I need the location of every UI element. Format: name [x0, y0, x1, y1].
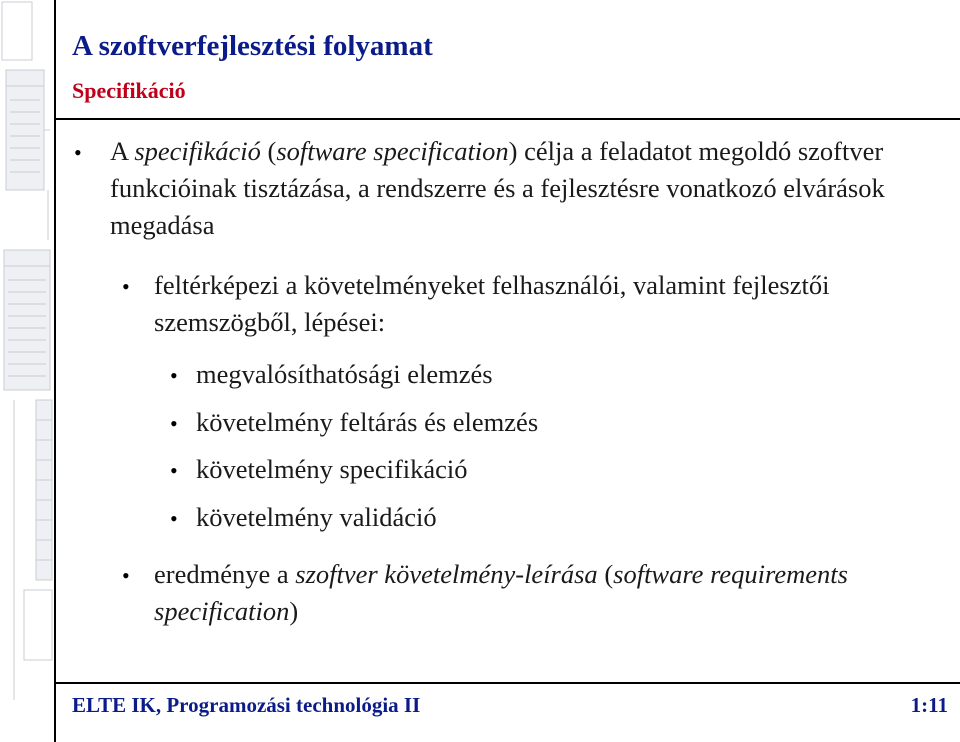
step-item: követelmény validáció: [196, 502, 437, 532]
step-item: megvalósíthatósági elemzés: [196, 359, 493, 389]
term-software-specification: software specification: [276, 136, 509, 166]
bullet-specification-purpose: A specifikáció (software specification) célja a feladatot megoldó szoftver funkcióinak tisztázása, a rendszerre és a fejlesztésre vonatkozó elvárások megadása: [110, 136, 885, 240]
term-specifikacio: specifikáció: [134, 136, 261, 166]
term-software-requirements-specification: software requirements specification: [154, 559, 848, 626]
footer-course: ELTE IK, Programozási technológia II: [72, 693, 421, 717]
slide-subtitle: Specifikáció: [72, 78, 186, 103]
footer-divider: [56, 682, 960, 684]
uml-diagram-watermark-icon: [0, 0, 54, 742]
header-divider: [56, 118, 960, 120]
bullet-dot-icon: •: [170, 458, 178, 483]
bullet-dot-icon: •: [170, 411, 178, 436]
slide-number: 1:11: [910, 693, 948, 717]
step-item: követelmény feltárás és elemzés: [196, 407, 539, 437]
bullet-dot-icon: •: [122, 563, 130, 588]
bullet-dot-icon: •: [170, 506, 178, 531]
step-item: követelmény specifikáció: [196, 454, 468, 484]
bullet-result: eredménye a szoftver követelmény-leírása (software requirements specification): [154, 559, 848, 626]
slide-title: A szoftverfejlesztési folyamat: [72, 30, 433, 62]
bullet-dot-icon: •: [74, 140, 82, 165]
term-szoftver-kovetelmeny-leirasa: szoftver követelmény-leírása: [295, 559, 598, 589]
bullet-dot-icon: •: [122, 274, 130, 299]
vertical-rule: [54, 0, 56, 742]
bullet-requirements-mapping: feltérképezi a követelményeket felhasználói, valamint fejlesztői szemszögből, lépései:: [154, 270, 830, 337]
bullet-dot-icon: •: [170, 363, 178, 388]
